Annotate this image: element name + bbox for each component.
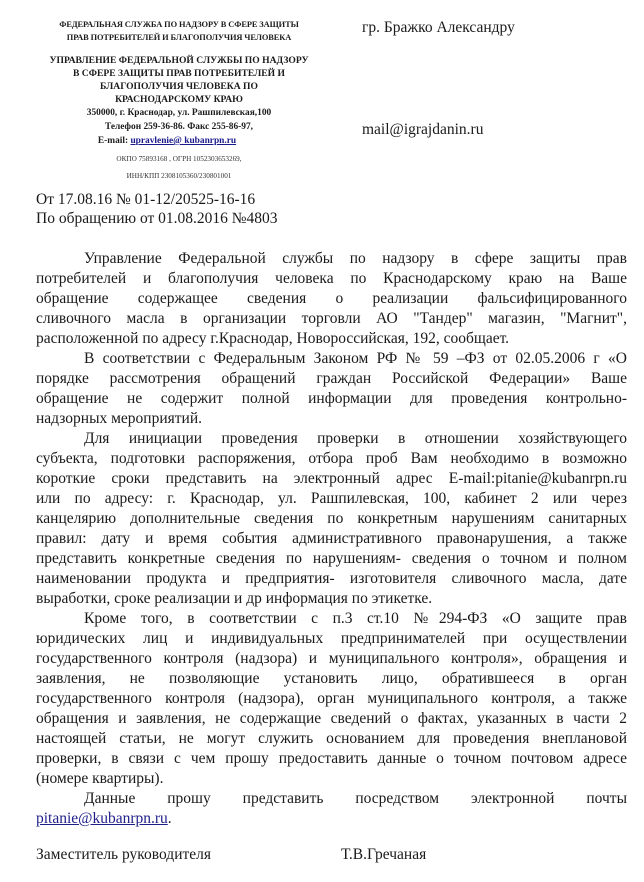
- body-line: заявления, не позволяющие установить лицо, обратившееся в орган: [36, 670, 627, 687]
- body-line: проверки, в связи с чем прошу предоставить данные о точном почтовом адресе: [36, 750, 627, 767]
- signatory-name: Т.В.Гречаная: [341, 846, 427, 863]
- body-line: канцелярию дополнительные сведения по конкретным нарушениям санитарных: [36, 510, 627, 527]
- body-line: или по адресу: г. Краснодар, ул. Рашпилевская, 100, кабинет 2 или через: [36, 490, 627, 507]
- body-line: порядке рассмотрения обращений граждан Российской Федерации» Ваше: [36, 370, 627, 387]
- department-line-3: БЛАГОПОЛУЧИЯ ЧЕЛОВЕКА ПО: [100, 81, 258, 92]
- incoming-reference: По обращению от 01.08.2016 №4803: [36, 210, 278, 227]
- recipient-name: гр. Бражко Александру: [362, 19, 515, 36]
- signatory-title: Заместитель руководителя: [36, 846, 212, 863]
- body-line: выработки, сроке реализации и др информация по этикетке.: [36, 590, 433, 607]
- body-line: представить конкретные сведения по нарушениям- сведения о точном и полном: [36, 550, 627, 567]
- body-line: обращение не содержит полной информации для проведения контрольно-: [36, 390, 627, 407]
- agency-email-line: [0, 136, 346, 146]
- body-line: юридических лиц и индивидуальных предпринимателей при осуществлении: [36, 630, 627, 647]
- body-line: потребителей и благополучия человека по Краснодарскому краю на Ваше: [36, 270, 627, 287]
- body-line: субъекта, подготовки распоряжения, отбора проб Вам необходимо в возможно: [36, 450, 627, 467]
- agency-name-line-1: ФЕДЕРАЛЬНАЯ СЛУЖБА ПО НАДЗОРУ В СФЕРЕ ЗАЩИТЫ: [59, 20, 299, 29]
- body-line: государственного контроля (надзора), орган муниципального контроля, а также: [36, 690, 627, 707]
- body-line: надзорных мероприятий.: [36, 410, 203, 427]
- department-line-1: УПРАВЛЕНИЕ ФЕДЕРАЛЬНОЙ СЛУЖБЫ ПО НАДЗОРУ: [49, 55, 309, 66]
- body-line: Данные прошу представить посредством электронной почты: [84, 790, 627, 807]
- body-line: короткие сроки представить на электронный адрес E-mail:pitanie@kubanrpn.ru: [36, 470, 627, 487]
- body-line: обращения и заявления, не содержащие сведений о фактах, указанных в части 2: [36, 710, 627, 727]
- department-line-2: В СФЕРЕ ЗАЩИТЫ ПРАВ ПОТРЕБИТЕЛЕЙ И: [73, 68, 285, 79]
- agency-inn-kpp: ИНН/КПП 2308105360/230801001: [126, 172, 232, 180]
- body-line: (номере квартиры).: [36, 770, 164, 787]
- body-line: государственного контроля (надзора) и муниципального контроля», обращения и: [36, 650, 627, 667]
- recipient-email: mail@igrajdanin.ru: [362, 121, 484, 138]
- body-line: Управление Федеральной службы по надзору в сфере защиты прав: [84, 250, 627, 267]
- body-line: В соответствии с Федеральным Законом РФ № 59 –ФЗ от 02.05.2006 г «О: [84, 350, 627, 367]
- agency-email-label: E-mail:: [97, 136, 131, 146]
- agency-name-line-2: ПРАВ ПОТРЕБИТЕЛЕЙ И БЛАГОПОЛУЧИЯ ЧЕЛОВЕКА: [66, 33, 292, 42]
- body-line: наименовании продукта и предприятия- изготовителя сливочного масла, дате: [36, 570, 627, 587]
- agency-address: 350000, г. Краснодар, ул. Рашпилевская,100: [86, 108, 272, 118]
- outgoing-reference: От 17.08.16 № 01-12/20525-16-16: [36, 191, 256, 208]
- body-line: настоящей статьи, не могут служить основанием для проведения внеплановой: [36, 730, 627, 747]
- body-line: расположенной по адресу г.Краснодар, Новороссийская, 192, сообщает.: [36, 330, 510, 347]
- department-line-4: КРАСНОДАРСКОМУ КРАЮ: [115, 94, 243, 105]
- body-line: Кроме того, в соответствии с п.3 ст.10 №294-ФЗ «О защите прав: [84, 610, 627, 627]
- body-line: обращение содержащее сведения о реализации фальсифицированного: [36, 290, 627, 307]
- agency-phone-fax: Телефон 259-36-86. Факс 255-86-97,: [104, 122, 254, 132]
- closing-email-link[interactable]: pitanie@kubanrpn.ru: [36, 810, 168, 827]
- closing-period: .: [167, 810, 172, 827]
- agency-email-link[interactable]: upravlenie@ kubanrpn.ru: [130, 136, 237, 146]
- closing-email-line: [36, 809, 627, 829]
- body-line: Для инициации проведения проверки в отношении хозяйствующего: [84, 430, 627, 447]
- body-line: правил: дату и время события административного правонарушения, а также: [36, 530, 627, 547]
- agency-okpo-ogrn: ОКПО 75893168 , ОГРН 1052303653269,: [116, 155, 242, 163]
- body-line: сливочного масла в организации торговли АО "Тандер" магазин, "Магнит",: [36, 310, 627, 327]
